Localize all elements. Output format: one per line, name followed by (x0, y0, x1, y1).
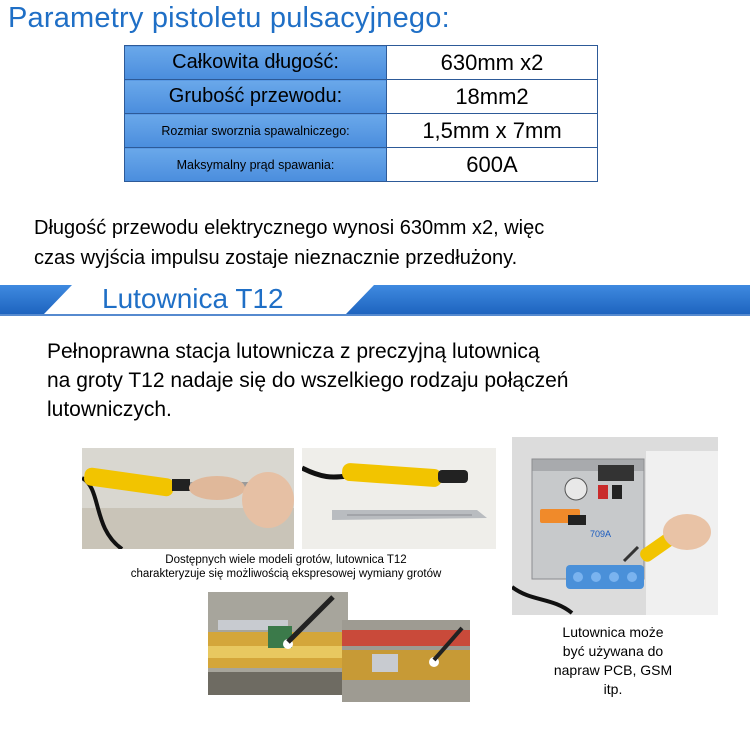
spec-label: Grubość przewodu: (125, 80, 387, 114)
cable-note (34, 213, 544, 273)
intro-text (47, 337, 568, 424)
spec-value: 600A (387, 148, 598, 182)
spec-label: Całkowita długość: (125, 46, 387, 80)
battery-solder-photo-1 (208, 592, 348, 695)
table-row (125, 114, 598, 148)
tips-caption (96, 553, 476, 581)
t12-handle-photo (302, 448, 496, 549)
cable-note-line: Długość przewodu elektrycznego wynosi 630mm x2, więc (34, 217, 545, 239)
repair-caption-line: Lutownica może (562, 624, 664, 640)
repair-caption-line: itp. (603, 681, 623, 697)
repair-caption-line: być używana do (562, 643, 664, 659)
spec-value: 18mm2 (387, 80, 598, 114)
spec-label: Rozmiar sworznia spawalniczego: (125, 114, 387, 148)
device-label: 709A (590, 529, 612, 539)
repair-caption-line: napraw PCB, GSM (553, 662, 673, 678)
spec-table (124, 45, 598, 182)
intro-line: lutowniczych. (47, 398, 172, 421)
spec-value: 1,5mm x 7mm (387, 114, 598, 148)
section-title: Lutownica T12 (102, 283, 284, 314)
spec-value: 630mm x2 (387, 46, 598, 80)
tips-caption-line: Dostępnych wiele modeli grotów, lutownica T12 (165, 554, 407, 566)
repair-caption (518, 623, 708, 699)
intro-line: na groty T12 nadaje się do wszelkiego rodzaju połączeń (47, 369, 569, 392)
table-row (125, 80, 598, 114)
intro-line: Pełnoprawna stacja lutownicza z preczyjną lutownicą (47, 340, 540, 363)
page-title: Parametry pistoletu pulsacyjnego: (8, 2, 450, 34)
table-row (125, 46, 598, 80)
tips-caption-line: charakteryzuje się możliwością ekspresowej wymiany grotów (130, 568, 442, 580)
table-row (125, 148, 598, 182)
iron-in-hand-photo (82, 448, 294, 549)
spec-label: Maksymalny prąd spawania: (125, 148, 387, 182)
battery-solder-photo-2 (342, 620, 470, 702)
cable-note-line: czas wyjścia impulsu zostaje nieznacznie przedłużony. (34, 247, 518, 269)
station-photo (512, 437, 718, 615)
